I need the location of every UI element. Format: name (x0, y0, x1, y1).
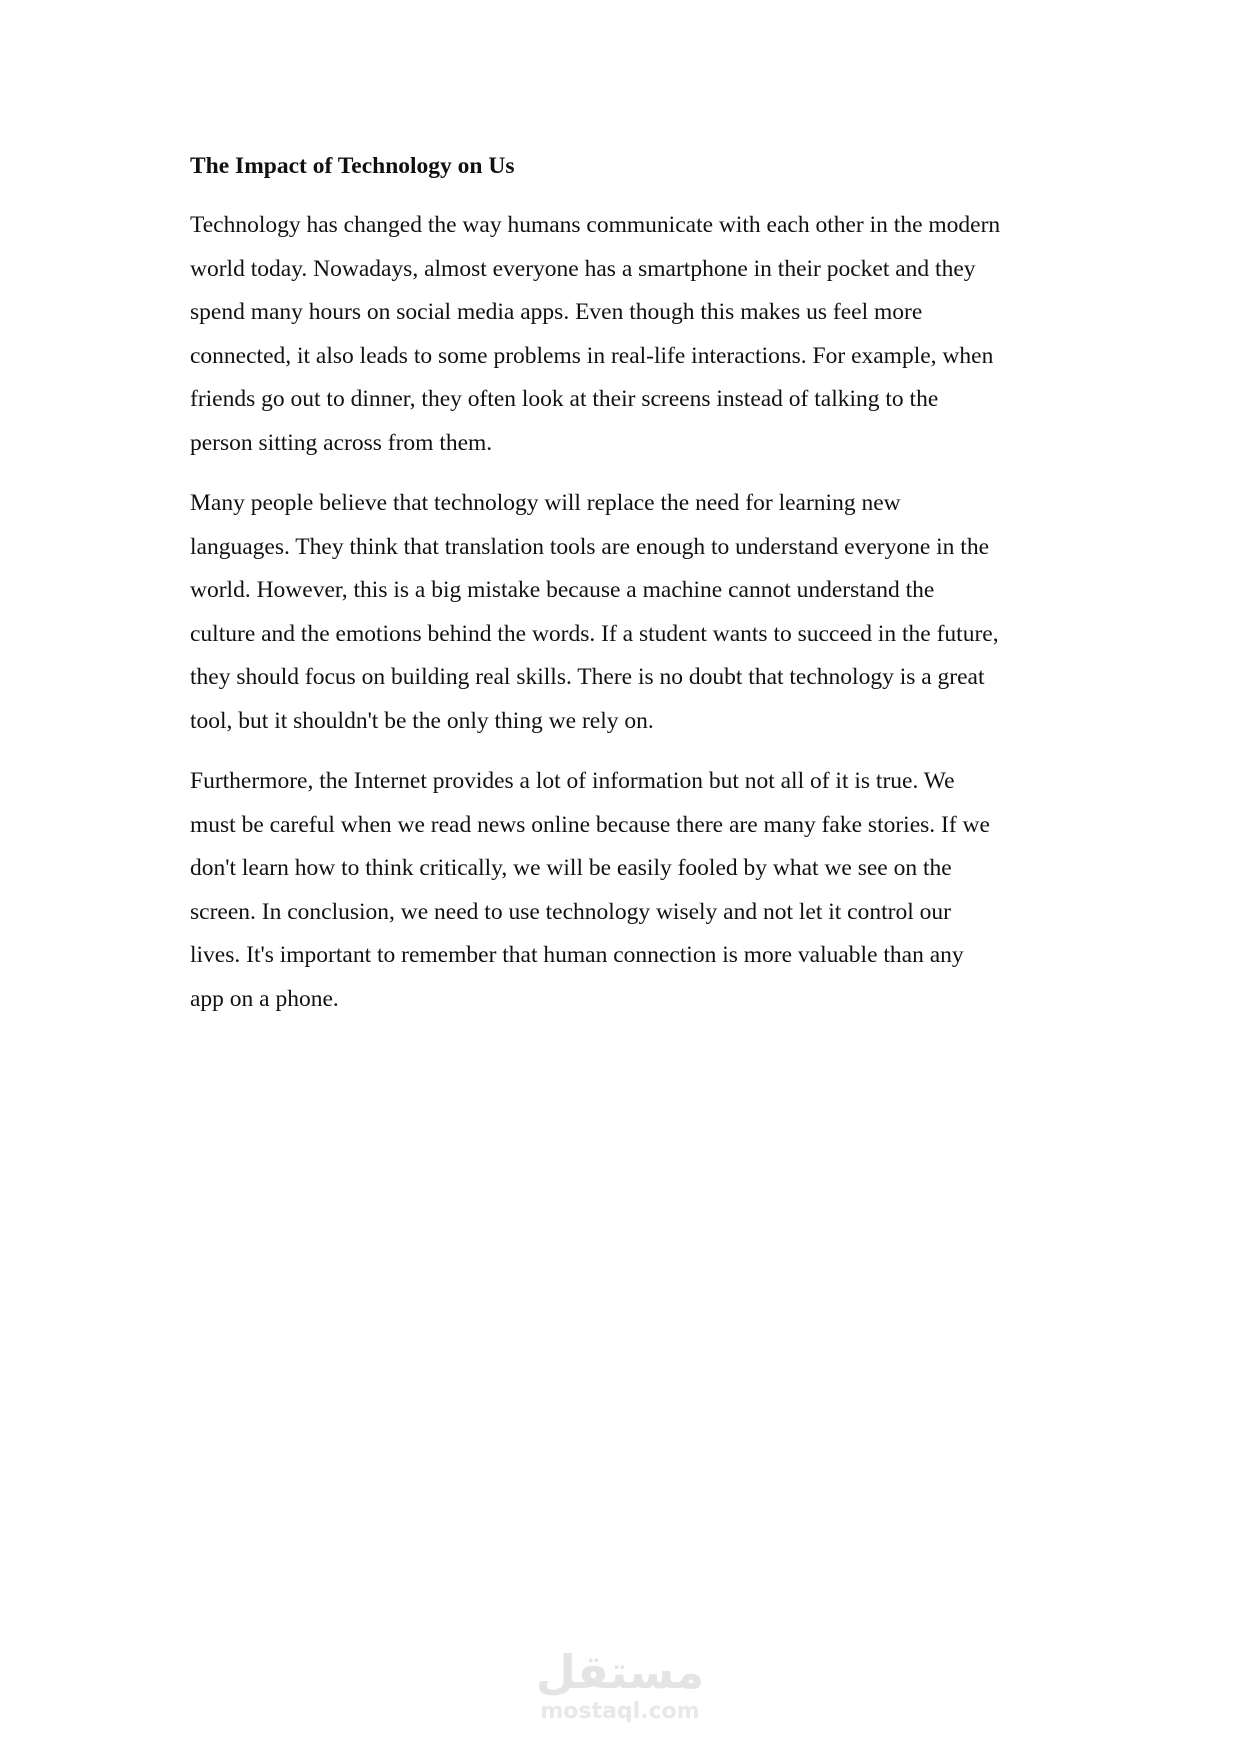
paragraph-line: Furthermore, the Internet provides a lot of information but not all of it is true. We (190, 768, 955, 794)
paragraph-line: friends go out to dinner, they often look at their screens instead of talking to the (190, 386, 939, 412)
paragraph-line: tool, but it shouldn't be the only thing we rely on. (190, 707, 654, 734)
paragraph-line: languages. They think that translation tools are enough to understand everyone in the (190, 533, 990, 560)
watermark-url: mostaql.com (540, 1699, 700, 1724)
paragraph-line: must be careful when we read news online because there are many fake stories. If we (190, 811, 990, 838)
paragraph-line: connected, it also leads to some problems in real-life interactions. For example, when (190, 342, 994, 369)
document-body (190, 146, 1070, 1038)
paragraph-line: don't learn how to think critically, we will be easily fooled by what we see on the (190, 855, 952, 881)
watermark-logo: مستقل (535, 1645, 705, 1699)
paragraph-line: Many people believe that technology will replace the need for learning new (190, 490, 901, 516)
paragraph-1 (190, 204, 1070, 465)
paragraph-line: lives. It's important to remember that human connection is more valuable than any (190, 942, 964, 968)
paragraph-line: person sitting across from them. (190, 429, 493, 456)
paragraph-line: world. However, this is a big mistake because a machine cannot understand the (190, 577, 935, 603)
paragraph-2 (190, 482, 1070, 743)
paragraph-3 (190, 760, 1070, 1021)
paragraph-line: culture and the emotions behind the words. If a student wants to succeed in the future, (190, 620, 999, 647)
paragraph-line: they should focus on building real skills. There is no doubt that technology is a great (190, 664, 985, 690)
paragraph-line: screen. In conclusion, we need to use technology wisely and not let it control our (190, 898, 951, 925)
paragraph-line: app on a phone. (190, 985, 339, 1012)
watermark (530, 1645, 710, 1735)
paragraph-line: Technology has changed the way humans communicate with each other in the modern (190, 212, 1001, 238)
paragraph-line: world today. Nowadays, almost everyone has a smartphone in their pocket and they (190, 255, 976, 282)
document-title: The Impact of Technology on Us (190, 153, 515, 179)
paragraph-line: spend many hours on social media apps. Even though this makes us feel more (190, 299, 923, 325)
